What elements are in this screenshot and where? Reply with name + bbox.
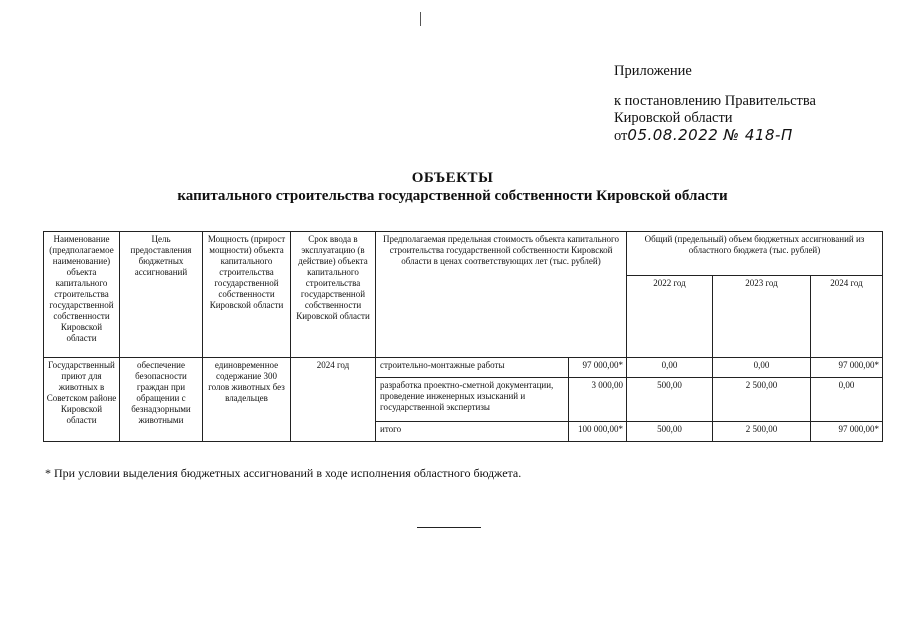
document-title: ОБЪЕКТЫ [411, 170, 494, 186]
header-deadline: Срок ввода в эксплуатацию (в действие) объекта капитального строительства государственной собственности Кировской области [291, 232, 376, 358]
header-year-2024: 2024 год [811, 276, 883, 358]
header-capacity: Мощность (прирост мощности) объекта капитального строительства государственной собственности Кировской области [203, 232, 291, 358]
total-budget-2022: 500,00 [627, 422, 713, 442]
total-cost-value: 100 000,00* [569, 422, 627, 442]
budget-2023: 0,00 [713, 358, 811, 378]
table-row [44, 358, 883, 378]
header-object-name: Наименование (предполагаемое наименование) объекта капитального строительства государственной собственности Кировской области [44, 232, 120, 358]
total-budget-2024: 97 000,00* [811, 422, 883, 442]
object-deadline: 2024 год [291, 358, 376, 442]
scan-mark [420, 12, 421, 26]
header-year-2022: 2022 год [627, 276, 713, 358]
table-header-row [44, 232, 883, 276]
budget-2022: 0,00 [627, 358, 713, 378]
budget-2024: 0,00 [811, 378, 883, 422]
header-cost: Предполагаемая предельная стоимость объекта капитального строительства государственной собственности Кировской области в ценах соответствующих лет (тыс. рублей) [376, 232, 627, 358]
total-label: итого [376, 422, 569, 442]
date-prefix: от [614, 128, 628, 144]
header-year-2023: 2023 год [713, 276, 811, 358]
budget-2022: 500,00 [627, 378, 713, 422]
footnote: * При условии выделения бюджетных ассигнований в ходе исполнения областного бюджета. [45, 466, 522, 480]
header-budget: Общий (предельный) объем бюджетных ассигнований из областного бюджета (тыс. рублей) [627, 232, 883, 276]
cost-item-label: строительно-монтажные работы [376, 358, 569, 378]
header-purpose: Цель предоставления бюджетных ассигнований [120, 232, 203, 358]
cost-item-value: 97 000,00* [569, 358, 627, 378]
cost-item-label: разработка проектно-сметной документации, проведение инженерных изысканий и государственной экспертизы [376, 378, 569, 422]
objects-table [43, 231, 883, 442]
decree-date-line [614, 127, 894, 145]
document-subtitle: капитального строительства государственной собственности Кировской области [177, 188, 728, 204]
budget-2023: 2 500,00 [713, 378, 811, 422]
cost-item-value: 3 000,00 [569, 378, 627, 422]
total-budget-2023: 2 500,00 [713, 422, 811, 442]
object-name: Государственный приют для животных в Советском районе Кировской области [44, 358, 120, 442]
region-name: Кировской области [614, 110, 733, 126]
object-purpose: обеспечение безопасности граждан при обращении с безнадзорными животными [120, 358, 203, 442]
end-divider [417, 527, 481, 528]
appendix-header [614, 63, 894, 145]
appendix-label: Приложение [614, 63, 692, 79]
object-capacity: единовременное содержание 300 голов животных без владельцев [203, 358, 291, 442]
budget-2024: 97 000,00* [811, 358, 883, 378]
handwritten-date-number: 05.08.2022 № 418-П [627, 126, 793, 144]
decree-reference: к постановлению Правительства [614, 93, 816, 109]
